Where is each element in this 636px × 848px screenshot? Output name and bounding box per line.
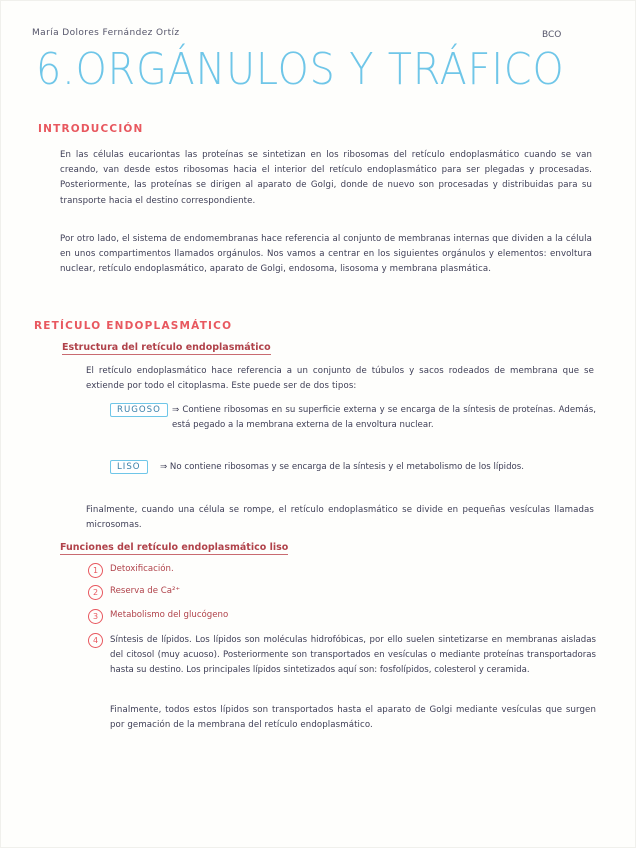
number-circle: 1 (88, 563, 103, 578)
intro-paragraph-1: En las células eucariontas las proteínas se sintetizan en los ribosomas del retículo endoplasmático cuando se van creando, van desde estos ribosomas hacia el interior del retículo endoplasmático para ser plegadas y procesadas. Posteriormente, las proteínas se dirigen al aparato de Golgi, donde de nuevo son procesadas y distribuidas para su transporte hacia el destino correspondiente. (60, 150, 592, 206)
number-circle: 2 (88, 585, 103, 600)
rugoso-row (110, 403, 596, 449)
intro-paragraph-2: Por otro lado, el sistema de endomembranas hace referencia al conjunto de membranas internas que dividen a la célula en unos compartimentos llamados orgánulos. Nos vamos a centrar en los siguientes orgánulos y elementos: envoltura nuclear, retículo endoplasmático, aparato de Golgi, endosoma, lisosoma y membrana plasmática. (60, 234, 592, 275)
lipid-transport-paragraph: Finalmente, todos estos lípidos son transportados hasta el aparato de Golgi mediante vesículas que surgen por gemación de la membrana del retículo endoplasmático. (110, 705, 596, 731)
lipid-synthesis-text: Síntesis de lípidos. Los lípidos son moléculas hidrofóbicas, por ello suelen sintetizarse en membranas aisladas del citosol (muy acuoso). Posteriormente son transportados en vesículas o mediante proteínas transportadoras hasta su destino. Los principales lípidos sintetizados aquí son: fosfolípidos, colesterol y ceramida. (110, 635, 596, 676)
number-circle: 4 (88, 633, 103, 648)
subheading-estructura: Estructura del retículo endoplasmático (62, 342, 271, 353)
subheading-funciones: Funciones del retículo endoplasmático liso (60, 542, 289, 553)
estructura-paragraph: El retículo endoplasmático hace referencia a un conjunto de túbulos y sacos rodeados de membrana que se extiende por todo el citoplasma. Este puede ser de dos tipos: (86, 366, 594, 392)
microsomas-paragraph: Finalmente, cuando una célula se rompe, el retículo endoplasmático se divide en pequeñas vesículas llamadas microsomas. (86, 505, 594, 531)
course-code: BCO (542, 30, 562, 40)
section-heading-intro: INTRODUCCIÓN (38, 123, 144, 135)
number-circle: 3 (88, 609, 103, 624)
rugoso-text: ⇒ Contiene ribosomas en su superficie externa y se encarga de la síntesis de proteínas. Además, está pegado a la membrana externa de la envoltura nuclear. (172, 405, 596, 431)
section-heading-reticulo: RETÍCULO ENDOPLASMÁTICO (34, 320, 233, 332)
liso-row (110, 460, 596, 490)
liso-tag: LISO (110, 460, 148, 474)
function-label: Reserva de Ca²⁺ (110, 586, 180, 596)
function-label: Detoxificación. (110, 564, 174, 574)
liso-text: ⇒ No contiene ribosomas y se encarga de la síntesis y el metabolismo de los lípidos. (160, 462, 524, 472)
author-name: María Dolores Fernández Ortíz (32, 28, 180, 38)
page-title: 6.ORGÁNULOS Y TRÁFICO (36, 44, 565, 95)
rugoso-tag: RUGOSO (110, 403, 168, 417)
function-label: Metabolismo del glucógeno (110, 610, 229, 620)
